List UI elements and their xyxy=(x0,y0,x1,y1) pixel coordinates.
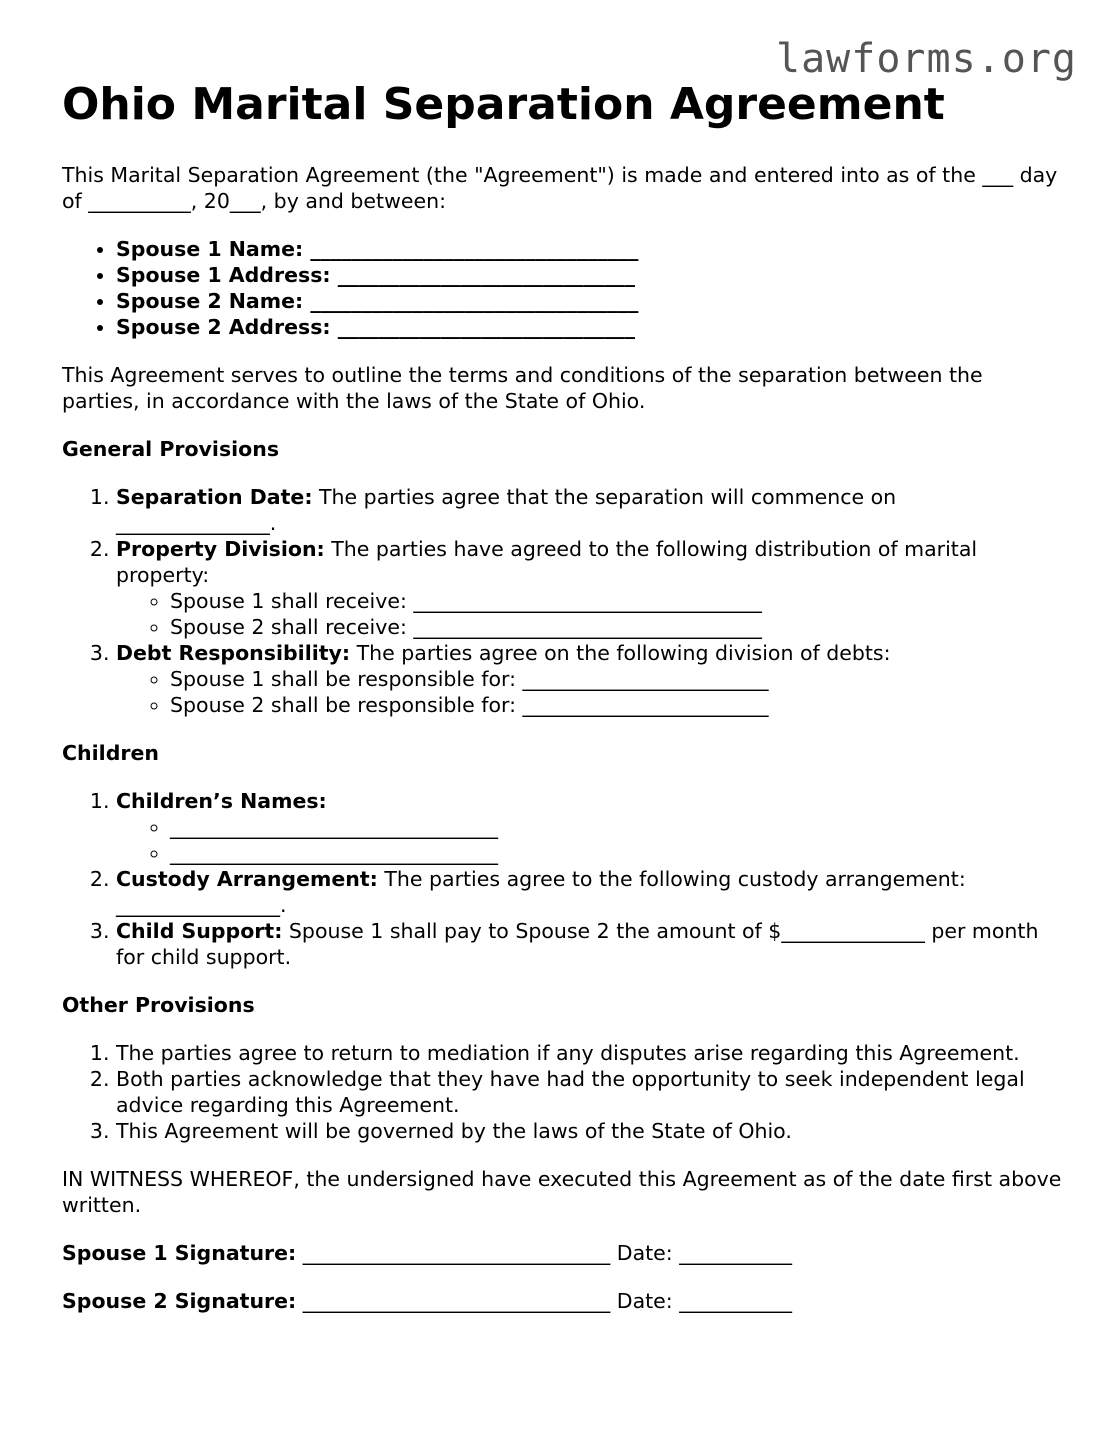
party-blank: ________________________________ xyxy=(303,237,639,261)
party-label: Spouse 2 Name: xyxy=(116,289,304,313)
children-list xyxy=(62,788,1062,970)
sub-list xyxy=(116,588,1062,640)
item-label: Children’s Names: xyxy=(116,789,327,813)
signature-label: Spouse 2 Signature: xyxy=(62,1289,297,1313)
children-heading: Children xyxy=(62,741,159,765)
list-item xyxy=(116,788,1062,866)
item-label: Child Support: xyxy=(116,919,283,943)
other-provisions-heading: Other Provisions xyxy=(62,993,255,1017)
list-item xyxy=(116,866,1062,918)
item-label: Debt Responsibility: xyxy=(116,641,351,665)
document-title: Ohio Marital Separation Agreement xyxy=(62,79,945,130)
purpose-paragraph: This Agreement serves to outline the terms and conditions of the separation between the parties, in accordance with the laws of the State of Ohio. xyxy=(62,363,983,413)
list-item: 1. The parties agree to return to mediation if any disputes arise regarding this Agreement. xyxy=(116,1040,1062,1066)
intro-paragraph: This Marital Separation Agreement (the "Agreement") is made and entered into as of the ___ day of __________, 20___, by and between: xyxy=(62,163,1058,213)
list-item xyxy=(116,484,1062,536)
item-text: The parties have agreed to the following distribution of marital property: xyxy=(116,537,978,587)
party-label: Spouse 1 Name: xyxy=(116,237,304,261)
item-label: Property Division: xyxy=(116,537,325,561)
sub-list-item: ◦ Spouse 2 shall be responsible for: ________________________ xyxy=(170,692,1062,718)
signature-line xyxy=(62,1240,1062,1266)
party-item xyxy=(116,288,1062,314)
party-blank: _____________________________ xyxy=(330,315,635,339)
item-label: Separation Date: xyxy=(116,485,313,509)
signature-blank: ______________________________ Date: ___________ xyxy=(296,1289,792,1313)
parties-list xyxy=(62,236,1062,340)
list-item: 2. Both parties acknowledge that they have had the opportunity to seek independent legal advice regarding this Agreement. xyxy=(116,1066,1062,1118)
item-text: The parties agree to the following custody arrangement: ________________. xyxy=(116,867,966,917)
party-item xyxy=(116,262,1062,288)
party-blank: _____________________________ xyxy=(330,263,635,287)
document-page xyxy=(62,76,1062,1314)
sub-list xyxy=(116,814,1062,866)
party-label: Spouse 2 Address: xyxy=(116,315,331,339)
party-blank: ________________________________ xyxy=(303,289,639,313)
watermark: lawforms.org xyxy=(776,36,1077,82)
sub-list-item: ◦ ________________________________ xyxy=(170,814,1062,840)
list-item xyxy=(116,918,1062,970)
witness-paragraph: IN WITNESS WHEREOF, the undersigned have executed this Agreement as of the date first above written. xyxy=(62,1167,1062,1217)
signature-blank: ______________________________ Date: ___________ xyxy=(296,1241,792,1265)
general-provisions-list xyxy=(62,484,1062,718)
party-label: Spouse 1 Address: xyxy=(116,263,331,287)
item-label: Custody Arrangement: xyxy=(116,867,378,891)
item-text: Spouse 1 shall pay to Spouse 2 the amount of $______________ per month for child support. xyxy=(116,919,1039,969)
sub-list xyxy=(116,666,1062,718)
signature-line xyxy=(62,1288,1062,1314)
list-item xyxy=(116,640,1062,718)
list-item: 3. This Agreement will be governed by the laws of the State of Ohio. xyxy=(116,1118,1062,1144)
item-text: The parties agree that the separation will commence on _______________. xyxy=(116,485,897,535)
party-item xyxy=(116,314,1062,340)
sub-list-item: ◦ Spouse 1 shall receive: __________________________________ xyxy=(170,588,1062,614)
sub-list-item: ◦ ________________________________ xyxy=(170,840,1062,866)
sub-list-item: ◦ Spouse 2 shall receive: __________________________________ xyxy=(170,614,1062,640)
general-provisions-heading: General Provisions xyxy=(62,437,280,461)
list-item xyxy=(116,536,1062,640)
party-item xyxy=(116,236,1062,262)
signature-label: Spouse 1 Signature: xyxy=(62,1241,297,1265)
item-text: The parties agree on the following division of debts: xyxy=(350,641,891,665)
sub-list-item: ◦ Spouse 1 shall be responsible for: ________________________ xyxy=(170,666,1062,692)
other-provisions-list xyxy=(62,1040,1062,1144)
